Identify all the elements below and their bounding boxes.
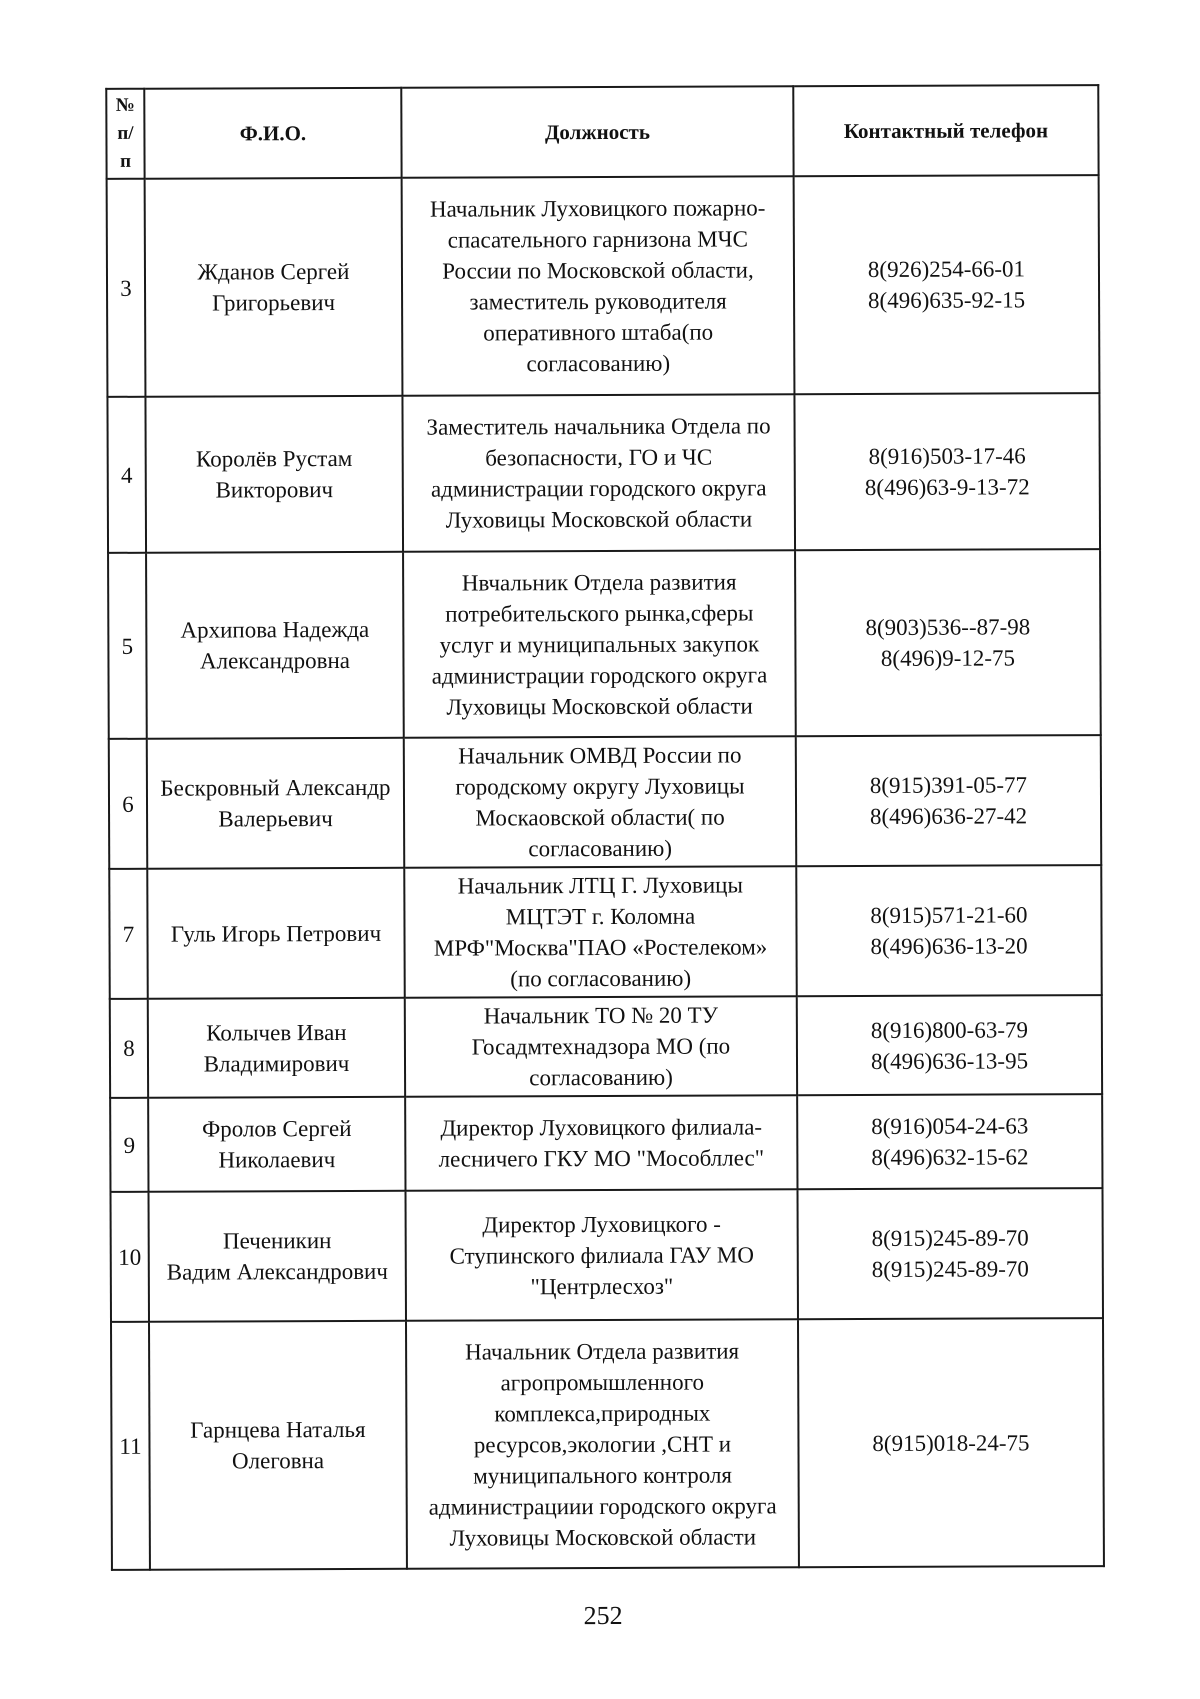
row-number: 7 <box>109 869 147 999</box>
position-line: согласованию) <box>528 835 673 862</box>
full-name-cell <box>147 738 404 869</box>
position-line: МЦТЭТ г. Коломна <box>505 903 696 930</box>
position-line: Начальник ЛТЦ Г. Луховицы <box>457 872 743 899</box>
full-name-cell <box>149 1321 407 1570</box>
full-name-cell <box>145 178 403 397</box>
row-number: 6 <box>109 739 147 869</box>
phone-number: 8(496)636-13-20 <box>870 933 1028 959</box>
phone-number: 8(915)018-24-75 <box>872 1429 1030 1456</box>
row-number: 10 <box>111 1192 149 1322</box>
position-line: безопасности, ГО и ЧС <box>485 444 713 471</box>
position-cell <box>402 394 795 552</box>
phone-cell <box>796 865 1101 996</box>
position-cell <box>404 736 796 868</box>
full-name-line: Фролов Сергей <box>201 1115 352 1142</box>
page-number: 252 <box>583 1600 623 1631</box>
full-name-line: Бескровный Александр <box>160 774 391 801</box>
position-line: Луховицы Московской области <box>445 506 753 533</box>
position-line: Директор Луховицкого - <box>482 1211 721 1237</box>
table-row <box>107 393 1100 553</box>
phone-cell <box>794 175 1100 394</box>
row-number: 9 <box>110 1098 148 1192</box>
phone-number: 8(916)800-63-79 <box>870 1016 1028 1043</box>
position-line: Луховицы Московской области <box>446 692 753 720</box>
row-number: 5 <box>108 553 147 739</box>
position-line: городскому округу Луховицы <box>455 773 745 800</box>
full-name-line: Королёв Рустам <box>195 445 353 472</box>
phone-number: 8(926)254-66-01 <box>867 256 1026 282</box>
header-number-line: № <box>115 94 135 116</box>
phone-number: 8(496)632-15-62 <box>871 1144 1029 1170</box>
position-line: Москаовской области( по <box>475 804 725 831</box>
full-name-line: Гарнцева Наталья <box>190 1416 366 1443</box>
position-line: услуг и муниципальных закупок <box>439 630 760 658</box>
contacts-table <box>105 84 1105 1571</box>
position-line: спасательного гарнизона МЧС <box>447 226 748 253</box>
position-cell <box>405 996 797 1097</box>
full-name-line: Колычев Иван <box>206 1019 347 1046</box>
table-row <box>107 175 1100 397</box>
position-line: согласованию) <box>529 1064 673 1091</box>
phone-cell <box>794 393 1100 550</box>
header-number-line: п/ <box>117 122 134 144</box>
position-line: Нвчальник Отдела развития <box>461 568 737 596</box>
position-line: согласованию) <box>526 350 671 377</box>
position-line: муниципального контроля <box>473 1461 733 1488</box>
position-line: Начальник Отдела развития <box>465 1337 740 1365</box>
phone-number: 8(496)636-27-42 <box>869 803 1028 829</box>
position-line: оперативного штаба(по <box>483 319 714 346</box>
position-line: потребительского рынка,сферы <box>445 599 754 627</box>
full-name-line: Печеникин <box>222 1228 332 1254</box>
position-line: "Центрлесхоз" <box>530 1273 674 1299</box>
table-row <box>109 735 1101 869</box>
header-position: Должность <box>401 86 793 178</box>
position-line: заместитель руководителя <box>469 288 727 315</box>
table-body <box>107 175 1104 1570</box>
phone-number: 8(903)536--87-98 <box>865 614 1031 640</box>
full-name-line: Вадим Александрович <box>166 1258 388 1285</box>
phone-number: 8(496)636-13-95 <box>870 1047 1029 1074</box>
header-full-name: Ф.И.О. <box>144 88 401 179</box>
phone-number: 8(915)391-05-77 <box>869 772 1028 798</box>
table-header <box>106 85 1098 179</box>
phone-cell <box>795 549 1101 736</box>
full-name-cell <box>147 868 404 999</box>
full-name-line: Валерьевич <box>218 806 333 832</box>
full-name-line: Олеговна <box>231 1448 325 1474</box>
position-line: России по Московской области, <box>442 257 754 284</box>
position-line: Начальник Луховицкого пожарно- <box>429 195 766 222</box>
position-cell <box>406 1319 799 1569</box>
position-line: агропромышленного <box>500 1369 704 1395</box>
full-name-cell <box>146 552 404 739</box>
position-cell <box>403 550 796 738</box>
position-line: Луховицы Московской области <box>449 1523 757 1551</box>
phone-cell <box>797 1094 1102 1189</box>
position-line: лесничего ГКУ МО "Мособллес" <box>438 1145 765 1172</box>
full-name-cell <box>145 396 403 553</box>
full-name-line: Владимирович <box>203 1050 350 1077</box>
full-name-line: Жданов Сергей <box>197 258 350 285</box>
phone-number: 8(496)63-9-13-72 <box>864 474 1030 500</box>
phone-cell <box>796 735 1101 866</box>
position-line: ресурсов,экологии ,СНТ и <box>473 1431 732 1457</box>
table-row <box>111 1188 1103 1322</box>
full-name-cell <box>148 1097 405 1192</box>
phone-cell <box>797 1188 1102 1319</box>
table-row <box>109 865 1101 999</box>
position-cell <box>402 176 795 396</box>
position-line: комплекса,природных <box>494 1400 711 1426</box>
table-row <box>108 549 1101 739</box>
header-number <box>106 89 144 179</box>
header-phone: Контактный телефон <box>793 85 1098 176</box>
full-name-line: Григорьевич <box>212 290 336 316</box>
phone-number: 8(496)9-12-75 <box>880 645 1016 671</box>
phone-number: 8(916)503-17-46 <box>868 443 1026 469</box>
header-row <box>106 85 1098 179</box>
full-name-line: Викторович <box>215 477 334 503</box>
position-line: администрациии городского округа <box>428 1492 777 1520</box>
phone-cell <box>797 995 1102 1095</box>
row-number: 3 <box>107 179 146 397</box>
phone-number: 8(496)635-92-15 <box>867 287 1026 313</box>
position-line: Госадмтехнадзора МО (по <box>471 1033 731 1060</box>
full-name-line: Николаевич <box>218 1147 336 1173</box>
position-line: Заместитель начальника Отдела по <box>426 413 771 440</box>
full-name-cell <box>149 1191 406 1322</box>
table-row <box>110 995 1102 1098</box>
position-line: Директор Луховицкого филиала- <box>440 1114 763 1141</box>
phone-number: 8(916)054-24-63 <box>871 1113 1029 1139</box>
phone-cell <box>798 1318 1104 1567</box>
full-name-cell <box>148 998 405 1098</box>
table-row <box>110 1094 1102 1192</box>
position-line: администрации городского округа <box>431 661 768 689</box>
full-name-line: Гуль Игорь Петрович <box>170 920 382 947</box>
header-number-line: п <box>120 150 132 172</box>
position-line: Ступинского филиала ГАУ МО <box>449 1241 754 1269</box>
position-cell <box>404 866 796 998</box>
row-number: 11 <box>111 1322 150 1570</box>
row-number: 4 <box>107 397 146 553</box>
position-line: администрации городского округа <box>430 475 767 502</box>
phone-number: 8(915)245-89-70 <box>871 1256 1029 1282</box>
position-cell <box>405 1189 797 1321</box>
position-line: Начальник ОМВД России по <box>458 742 742 769</box>
phone-number: 8(915)571-21-60 <box>870 902 1028 928</box>
position-line: МРФ"Москва"ПАО «Ростелеком» <box>433 934 768 961</box>
position-line: (по согласованию) <box>510 965 692 992</box>
full-name-line: Александровна <box>199 647 350 674</box>
phone-number: 8(915)245-89-70 <box>871 1225 1029 1251</box>
position-cell <box>405 1095 797 1191</box>
full-name-line: Архипова Надежда <box>180 616 370 643</box>
position-line: Начальник ТО № 20 ТУ <box>483 1002 719 1029</box>
row-number: 8 <box>110 999 148 1098</box>
table-row <box>111 1318 1104 1570</box>
